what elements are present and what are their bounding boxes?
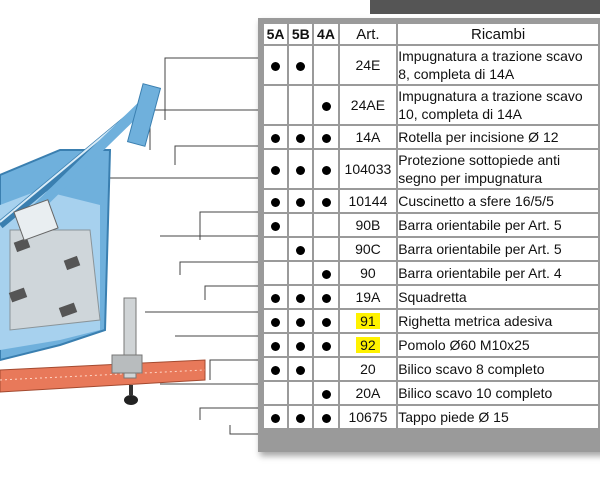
compat-cell-5B	[289, 238, 312, 260]
bullet-icon	[322, 134, 331, 143]
bullet-icon	[271, 222, 280, 231]
bullet-icon	[322, 414, 331, 423]
compat-cell-5A	[264, 86, 287, 124]
table-row	[264, 86, 598, 124]
bullet-icon	[271, 318, 280, 327]
part-description: Bilico scavo 10 completo	[398, 382, 598, 404]
compat-cell-5B	[289, 334, 312, 356]
part-description: Pomolo Ø60 M10x25	[398, 334, 598, 356]
bullet-icon	[296, 294, 305, 303]
compat-cell-5A	[264, 150, 287, 188]
art-code: 91	[356, 313, 380, 329]
art-code-cell	[340, 190, 397, 212]
art-code: 92	[356, 337, 380, 353]
table-row	[264, 262, 598, 284]
header-5B: 5B	[289, 24, 312, 44]
compat-cell-5B	[289, 310, 312, 332]
knob-stem	[129, 385, 133, 395]
compat-cell-4A	[314, 150, 337, 188]
bullet-icon	[296, 342, 305, 351]
part-description: Tappo piede Ø 15	[398, 406, 598, 428]
art-code: 10675	[348, 409, 388, 425]
art-code-cell	[340, 150, 397, 188]
bullet-icon	[296, 166, 305, 175]
compat-cell-5A	[264, 286, 287, 308]
art-code: 90B	[355, 217, 381, 233]
header-ricambi: Ricambi	[398, 24, 598, 44]
bullet-icon	[271, 414, 280, 423]
table-row	[264, 126, 598, 148]
compat-cell-5A	[264, 310, 287, 332]
part-description: Impugnatura a trazione scavo 8, completa di 14A	[398, 46, 598, 84]
bullet-icon	[296, 366, 305, 375]
part-description: Barra orientabile per Art. 5	[398, 214, 598, 236]
bullet-icon	[271, 62, 280, 71]
part-description: Barra orientabile per Art. 4	[398, 262, 598, 284]
art-code-cell	[340, 214, 397, 236]
bullet-icon	[322, 270, 331, 279]
square-base	[112, 355, 142, 373]
bullet-icon	[271, 294, 280, 303]
compat-cell-4A	[314, 262, 337, 284]
bullet-icon	[296, 414, 305, 423]
bullet-icon	[271, 198, 280, 207]
compat-cell-5A	[264, 46, 287, 84]
compat-cell-4A	[314, 286, 337, 308]
art-code: 24AE	[350, 97, 386, 113]
part-description: Protezione sottopiede anti segno per impugnatura	[398, 150, 598, 188]
compat-cell-5A	[264, 238, 287, 260]
bullet-icon	[271, 166, 280, 175]
compat-cell-4A	[314, 238, 337, 260]
part-description: Righetta metrica adesiva	[398, 310, 598, 332]
table-row	[264, 334, 598, 356]
header-5A: 5A	[264, 24, 287, 44]
art-code: 19A	[355, 289, 381, 305]
art-code-cell	[340, 286, 397, 308]
compat-cell-5A	[264, 214, 287, 236]
compat-cell-5A	[264, 406, 287, 428]
compat-cell-5B	[289, 406, 312, 428]
compat-cell-4A	[314, 214, 337, 236]
bullet-icon	[322, 342, 331, 351]
compat-cell-5B	[289, 190, 312, 212]
compat-cell-4A	[314, 334, 337, 356]
table-row	[264, 406, 598, 428]
bullet-icon	[296, 198, 305, 207]
ruler	[0, 360, 205, 392]
compat-cell-5B	[289, 150, 312, 188]
header-art: Art.	[340, 24, 397, 44]
compat-cell-5B	[289, 214, 312, 236]
table-row	[264, 286, 598, 308]
compat-cell-5A	[264, 334, 287, 356]
table-row	[264, 46, 598, 84]
bullet-icon	[271, 134, 280, 143]
bullet-icon	[322, 294, 331, 303]
compat-cell-5B	[289, 358, 312, 380]
compat-cell-4A	[314, 406, 337, 428]
compat-cell-4A	[314, 358, 337, 380]
knob	[124, 395, 138, 405]
art-code-cell	[340, 238, 397, 260]
art-code-cell	[340, 334, 397, 356]
compat-cell-5A	[264, 126, 287, 148]
compat-cell-4A	[314, 126, 337, 148]
compat-cell-5B	[289, 382, 312, 404]
art-code-cell	[340, 358, 397, 380]
art-code-cell	[340, 310, 397, 332]
bullet-icon	[322, 198, 331, 207]
compat-cell-5B	[289, 262, 312, 284]
compat-cell-4A	[314, 310, 337, 332]
art-code: 20A	[355, 385, 381, 401]
art-code-cell	[340, 86, 397, 124]
table-row	[264, 358, 598, 380]
art-code: 14A	[355, 129, 381, 145]
art-code-cell	[340, 46, 397, 84]
compat-cell-5A	[264, 358, 287, 380]
bullet-icon	[322, 102, 331, 111]
table-row	[264, 214, 598, 236]
art-code: 10144	[348, 193, 388, 209]
compat-cell-5B	[289, 86, 312, 124]
bullet-icon	[322, 166, 331, 175]
compat-cell-5B	[289, 126, 312, 148]
compat-cell-4A	[314, 46, 337, 84]
compat-cell-5A	[264, 262, 287, 284]
compat-cell-5A	[264, 190, 287, 212]
table-header-row	[264, 24, 598, 44]
header-4A: 4A	[314, 24, 337, 44]
part-description: Bilico scavo 8 completo	[398, 358, 598, 380]
art-code-cell	[340, 126, 397, 148]
compat-cell-5B	[289, 46, 312, 84]
art-code: 90	[360, 265, 376, 281]
table-row	[264, 382, 598, 404]
compat-cell-5B	[289, 286, 312, 308]
art-code: 20	[360, 361, 376, 377]
bullet-icon	[271, 366, 280, 375]
art-code: 104033	[344, 161, 392, 177]
part-description: Squadretta	[398, 286, 598, 308]
table-row	[264, 310, 598, 332]
bullet-icon	[322, 390, 331, 399]
part-description: Rotella per incisione Ø 12	[398, 126, 598, 148]
art-code-cell	[340, 382, 397, 404]
part-description: Barra orientabile per Art. 5	[398, 238, 598, 260]
compat-cell-4A	[314, 190, 337, 212]
art-code: 24E	[355, 57, 381, 73]
bullet-icon	[296, 62, 305, 71]
part-description: Impugnatura a trazione scavo 10, completa di 14A	[398, 86, 598, 124]
art-code: 90C	[355, 241, 381, 257]
spare-parts-table	[262, 22, 600, 430]
compat-cell-5A	[264, 382, 287, 404]
table-row	[264, 238, 598, 260]
compat-cell-4A	[314, 86, 337, 124]
part-description: Cuscinetto a sfere 16/5/5	[398, 190, 598, 212]
bullet-icon	[296, 134, 305, 143]
art-code-cell	[340, 262, 397, 284]
bullet-icon	[296, 246, 305, 255]
bullet-icon	[271, 342, 280, 351]
compat-cell-4A	[314, 382, 337, 404]
bullet-icon	[322, 318, 331, 327]
table-row	[264, 190, 598, 212]
art-code-cell	[340, 406, 397, 428]
table-body	[264, 46, 598, 428]
table-row	[264, 150, 598, 188]
bullet-icon	[296, 318, 305, 327]
